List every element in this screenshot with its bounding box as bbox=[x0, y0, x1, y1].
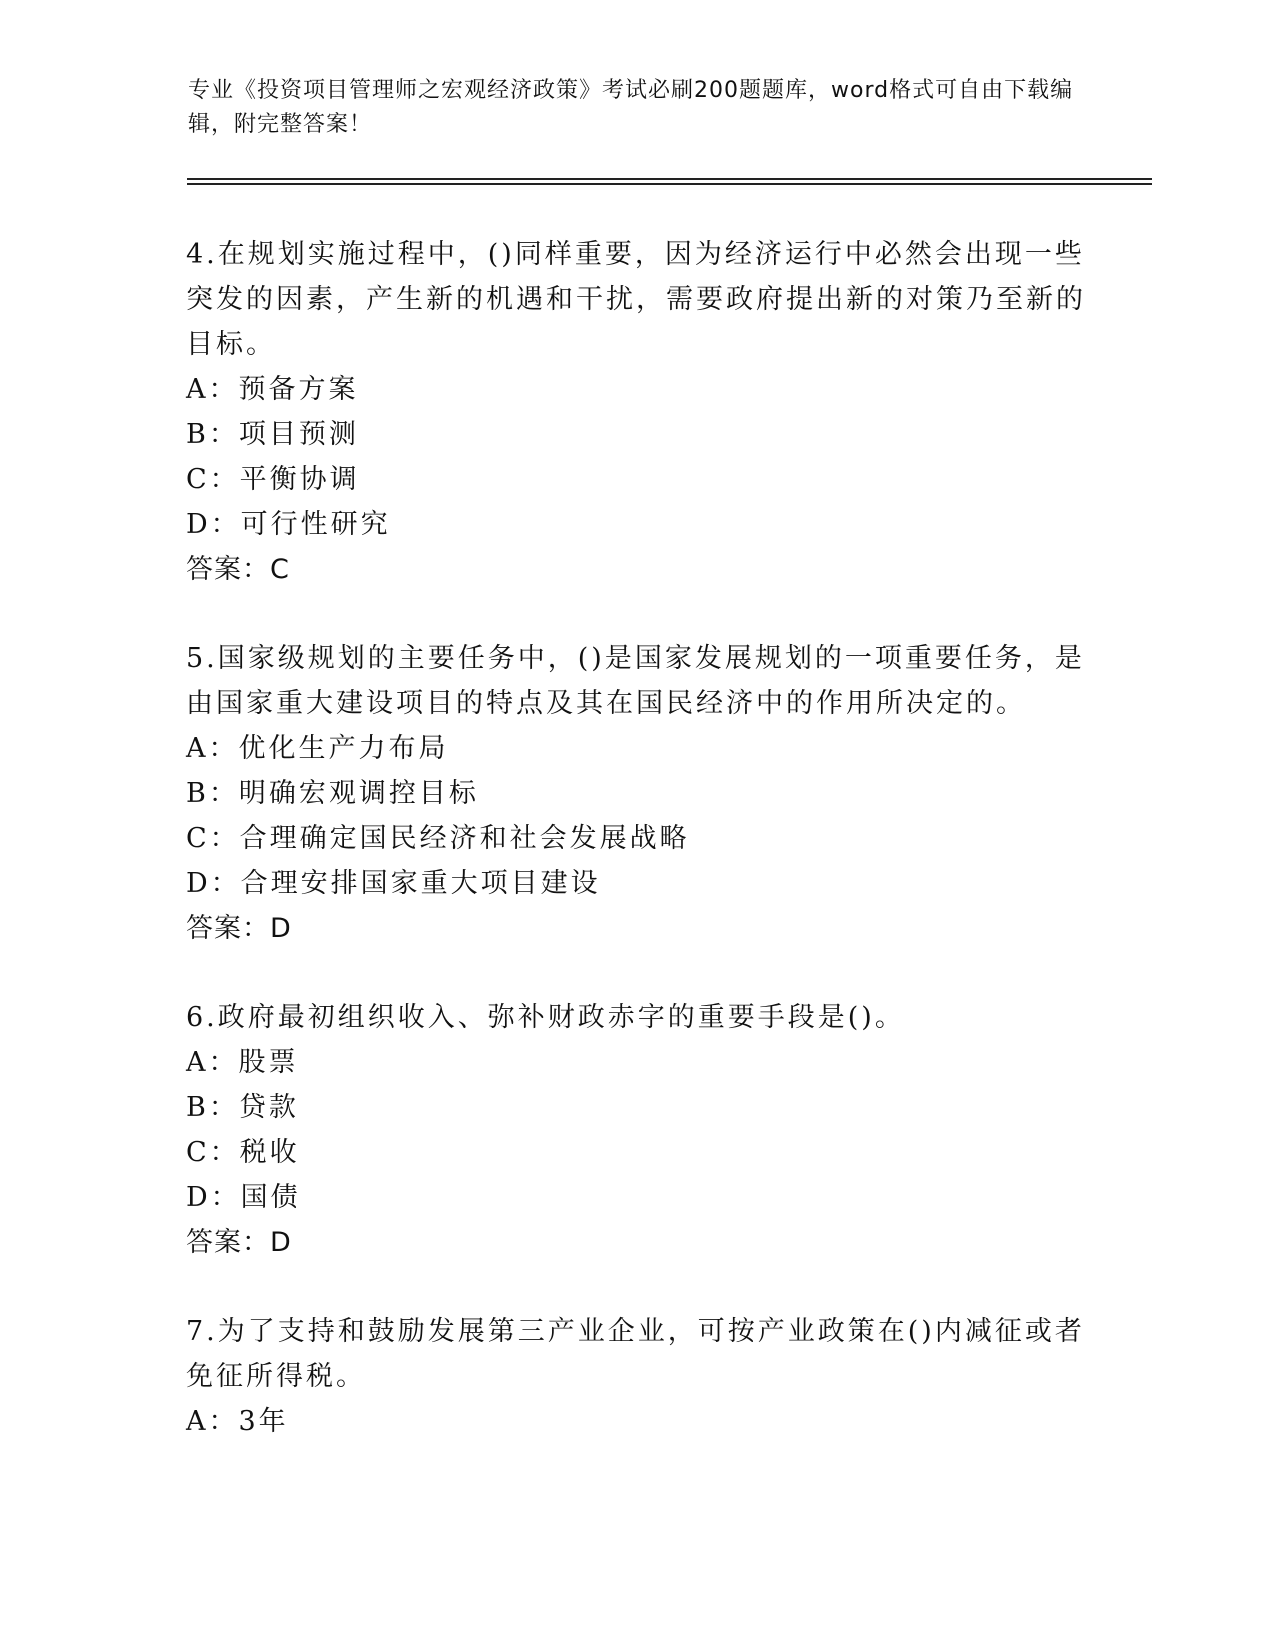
option-a: A：3年 bbox=[186, 1406, 289, 1437]
option-c: C：平衡协调 bbox=[186, 464, 360, 495]
option-d: D：可行性研究 bbox=[186, 509, 391, 540]
option-a: A：预备方案 bbox=[186, 374, 359, 405]
option-a: A：股票 bbox=[186, 1047, 299, 1078]
question-5 bbox=[186, 636, 1086, 951]
option-d: D：国债 bbox=[186, 1182, 301, 1213]
header-divider-bottom bbox=[187, 183, 1152, 185]
question-stem: 4.在规划实施过程中，()同样重要，因为经济运行中必然会出现一些突发的因素，产生新的机遇和干扰，需要政府提出新的对策乃至新的目标。 bbox=[186, 239, 1086, 360]
header-divider-top bbox=[187, 178, 1152, 180]
answer: 答案：D bbox=[186, 913, 292, 944]
option-b: B：项目预测 bbox=[186, 419, 359, 450]
option-c: C：合理确定国民经济和社会发展战略 bbox=[186, 823, 690, 854]
answer: 答案：C bbox=[186, 554, 290, 585]
option-a: A：优化生产力布局 bbox=[186, 733, 449, 764]
option-c: C：税收 bbox=[186, 1137, 300, 1168]
question-stem: 6.政府最初组织收入、弥补财政赤字的重要手段是()。 bbox=[186, 1002, 905, 1033]
option-b: B：明确宏观调控目标 bbox=[186, 778, 479, 809]
question-stem: 5.国家级规划的主要任务中，()是国家发展规划的一项重要任务，是由国家重大建设项目的特点及其在国民经济中的作用所决定的。 bbox=[186, 643, 1085, 719]
option-d: D：合理安排国家重大项目建设 bbox=[186, 868, 601, 899]
question-6 bbox=[186, 995, 1086, 1265]
document-header: 专业《投资项目管理师之宏观经济政策》考试必刷200题题库，word格式可自由下载编辑，附完整答案！ bbox=[188, 78, 1074, 137]
question-7 bbox=[186, 1309, 1086, 1444]
question-list bbox=[186, 232, 1086, 1488]
option-b: B：贷款 bbox=[186, 1092, 299, 1123]
question-4 bbox=[186, 232, 1086, 592]
question-stem: 7.为了支持和鼓励发展第三产业企业，可按产业政策在()内减征或者免征所得税。 bbox=[186, 1316, 1085, 1392]
answer: 答案：D bbox=[186, 1227, 292, 1258]
